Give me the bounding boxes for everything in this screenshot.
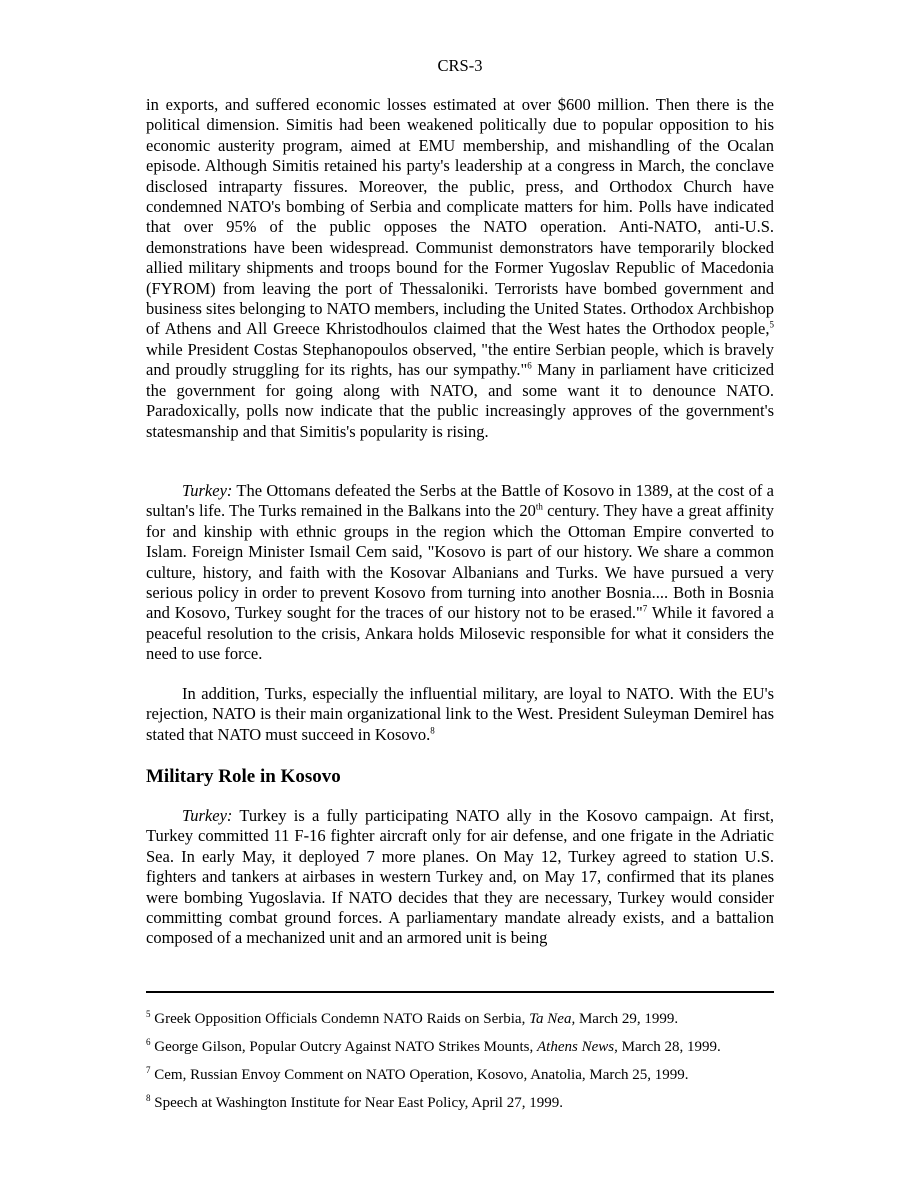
para-text: The Ottomans defeated the Serbs at the Battle of Kosovo in 1389, at the cost of a sultan's life. The Turks remained in the Balkans into the 20 [146, 481, 774, 521]
footnote-number: 5 [146, 1009, 151, 1019]
footnote-text: Greek Opposition Officials Condemn NATO Raids on Serbia, [150, 1011, 530, 1027]
page-header [0, 56, 920, 76]
page-label: CRS-3 [437, 56, 483, 75]
footnote-text: Speech at Washington Institute for Near East Policy, April 27, 1999. [150, 1095, 563, 1111]
para-text: Many in parliament have criticized the government for going along with NATO, and some want it to denounce NATO. Paradoxically, polls now indicate that the public increasingly approves of the government's statesmanship and that Simitis's popularity is rising. [146, 360, 774, 441]
footnote-divider [146, 991, 774, 993]
para-text: In addition, Turks, especially the influential military, are loyal to NATO. With the EU's rejection, NATO is their main organizational link to the West. President Suleyman Demirel has stated that NATO must succeed in Kosovo. [146, 684, 774, 744]
footnote-source: Ta Nea, [529, 1011, 576, 1027]
footnote-text: George Gilson, Popular Outcry Against NATO Strikes Mounts, [150, 1039, 538, 1055]
section-heading: Military Role in Kosovo [146, 766, 341, 787]
footnote-source: Athens News [537, 1039, 615, 1055]
footnote-ref[interactable]: 8 [430, 725, 435, 736]
para-text: while President Costas Stephanopoulos observed, "the entire Serbian people, which is bravely and proudly struggling for its rights, has our sympathy." [146, 339, 774, 380]
footnote-number: 6 [146, 1037, 151, 1047]
paragraph-greece-politics [146, 95, 774, 442]
footnote-item [146, 1010, 786, 1028]
para-text: While it favored a peaceful resolution to the crisis, Ankara holds Milosevic responsible for what it considers the need to use force. [146, 603, 774, 664]
footnote-item [146, 1038, 786, 1056]
footnote-ref[interactable]: 5 [769, 319, 774, 330]
footnote-ref[interactable]: 6 [527, 360, 532, 371]
para-text: in exports, and suffered economic losses estimated at over $600 million. Then there is the political dimension. Simitis had been weakened politically due to popular opposition to his economic austerity program, aimed at EMU membership, and mishandling of the Ocalan episode. Although Simitis retained his party's leadership at a congress in March, the conclave disclosed intraparty fissures. Moreover, the public, press, and Orthodox Church have condemned NATO's bombing of Serbia and complicate matters for him. Polls have indicated that over 95% of the public opposes the NATO operation. Anti-NATO, anti-U.S. demonstrations have been widespread. Communist demonstrators have temporarily blocked allied military shipments and troops bound for the Former Yugoslav Republic of Macedonia (FYROM) from leaving the port of Thessaloniki. Terrorists have bombed government and business sites belonging to NATO members, including the United States. Orthodox Archbishop of Athens and All Greece Khristodhoulos claimed that the West hates the Orthodox people, [146, 95, 775, 339]
paragraph-turkey-history [146, 481, 774, 665]
footnote-number: 8 [146, 1093, 151, 1103]
paragraph-turkey-military [146, 806, 774, 949]
para-text: century. They have a great affinity for and kinship with ethnic groups in the region which the Ottoman Empire converted to Islam. Foreign Minister Ismail Cem said, "Kosovo is part of our history. We share a common culture, history, and faith with the Kosovar Albanians and Turks. We have pursued a very serious policy in order to prevent Kosovo from turning into another Bosnia.... Both in Bosnia and Kosovo, Turkey sought for the traces of our history not to be erased." [146, 501, 774, 623]
para-text: Turkey is a fully participating NATO ally in the Kosovo campaign. At first, Turkey committed 11 F-16 fighter aircraft only for air defense, and one frigate in the Adriatic Sea. In early May, it deployed 7 more planes. On May 12, Turkey agreed to station U.S. fighters and tankers at airbases in western Turkey and, on May 17, confirmed that its planes were bombing Yugoslavia. If NATO decides that they are necessary, Turkey would consider committing combat ground forces. A parliamentary mandate already exists, and a battalion composed of a mechanized unit and an armored unit is being [146, 806, 774, 948]
footnote-number: 7 [146, 1065, 151, 1075]
footnote-item [146, 1066, 786, 1084]
ordinal-suffix: th [535, 501, 543, 512]
footnote-item [146, 1094, 786, 1112]
footnote-text: , March 28, 1999. [614, 1039, 721, 1055]
para-lead: Turkey: [182, 806, 233, 825]
footnote-ref[interactable]: 7 [642, 603, 648, 614]
paragraph-turkey-nato [146, 684, 774, 745]
footnotes [146, 1010, 786, 1122]
footnote-text: March 29, 1999. [575, 1011, 679, 1027]
footnote-text: Cem, Russian Envoy Comment on NATO Operation, Kosovo, Anatolia, March 25, 1999. [150, 1067, 689, 1083]
para-lead: Turkey: [182, 481, 233, 500]
